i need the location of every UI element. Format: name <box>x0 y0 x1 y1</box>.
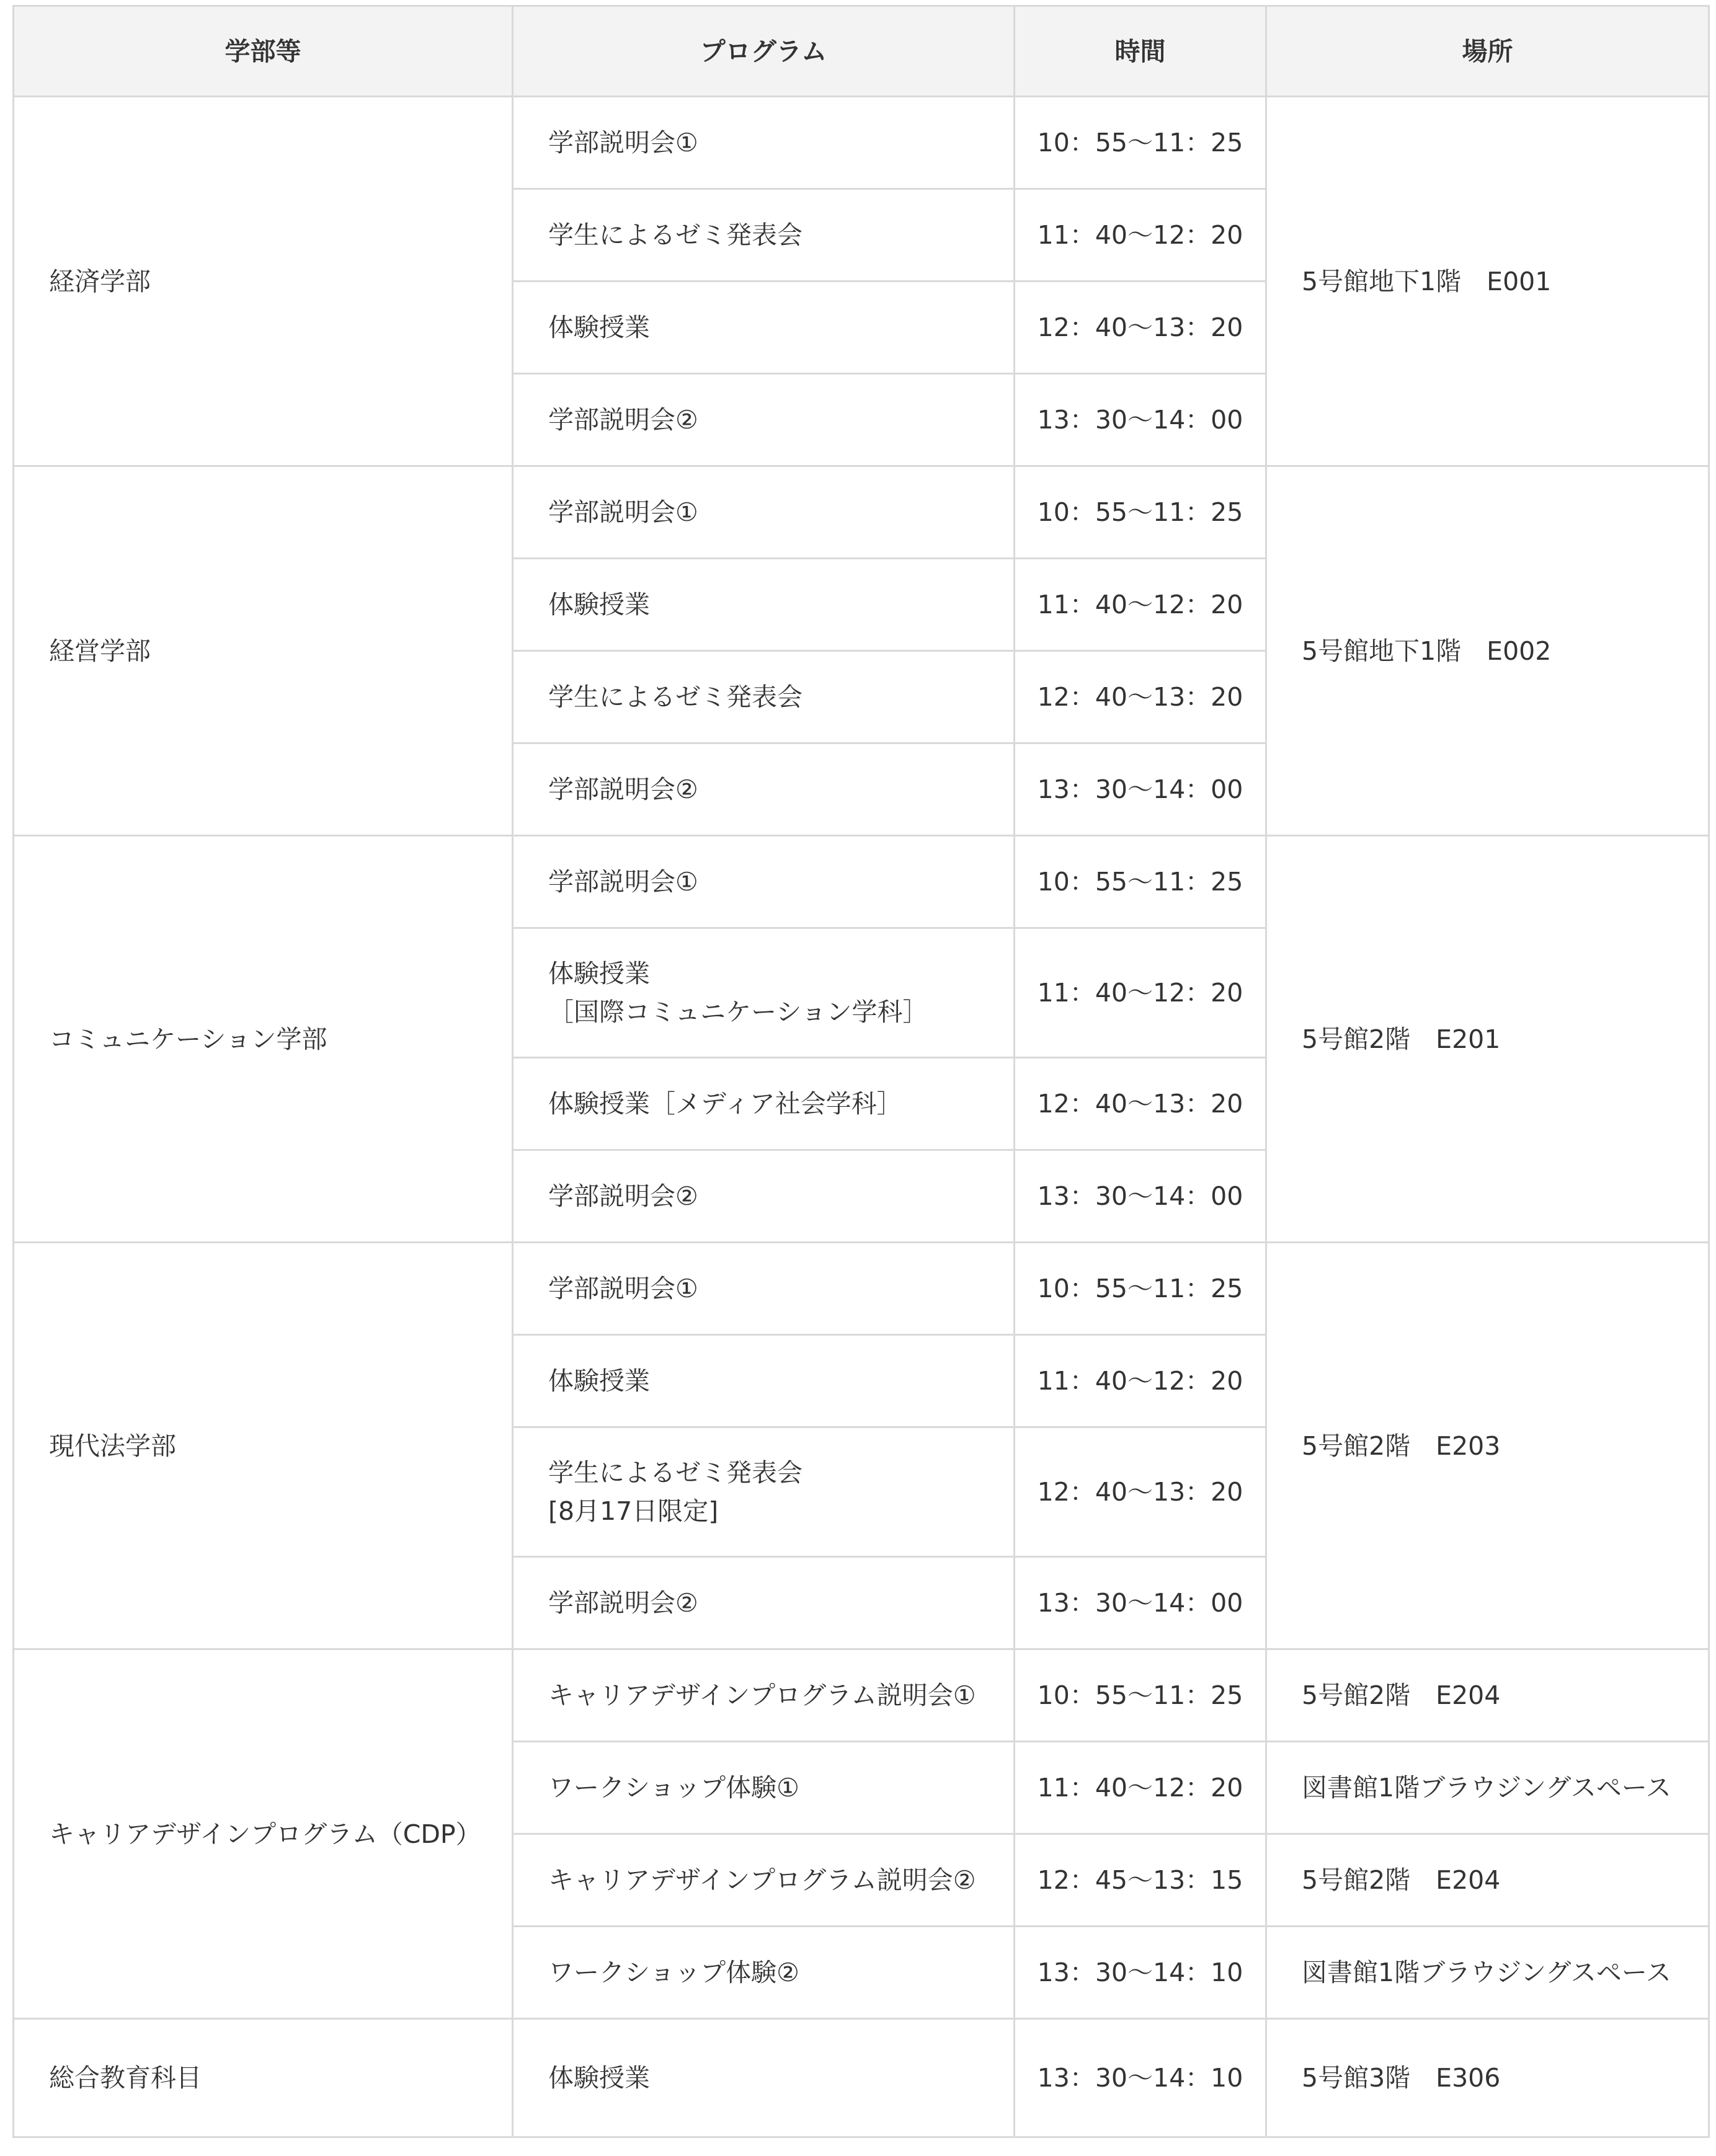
program-text: 学部説明会② <box>548 1588 698 1618</box>
program-cell <box>513 1742 1015 1834</box>
time-cell: 10：55〜11：25 <box>1015 836 1266 928</box>
time-cell: 13：30〜14：00 <box>1015 1557 1266 1649</box>
time-cell: 11：40〜12：20 <box>1015 1742 1266 1834</box>
header-time: 時間 <box>1015 6 1266 97</box>
table-header-row <box>14 6 1709 97</box>
program-text: 学部説明会① <box>548 128 698 157</box>
program-text: ワークショップ体験② <box>548 1958 799 1987</box>
program-text: 体験授業 <box>548 1366 650 1396</box>
time-cell: 11：40〜12：20 <box>1015 559 1266 651</box>
table-row <box>14 1649 1709 1742</box>
time-cell: 12：45〜13：15 <box>1015 1834 1266 1927</box>
program-text: 体験授業 <box>548 959 650 988</box>
program-text: 学部説明会① <box>548 497 698 527</box>
faculty-cell: コミュニケーション学部 <box>14 836 513 1243</box>
place-cell: 5号館地下1階 E001 <box>1266 97 1709 466</box>
program-cell <box>513 374 1015 466</box>
time-cell: 12：40〜13：20 <box>1015 1058 1266 1150</box>
time-cell: 10：55〜11：25 <box>1015 466 1266 559</box>
place-cell: 図書館1階ブラウジングスペース <box>1266 1742 1709 1834</box>
program-cell <box>513 1243 1015 1335</box>
time-cell: 13：30〜14：00 <box>1015 1150 1266 1243</box>
header-faculty: 学部等 <box>14 6 513 97</box>
program-subtext: ［国際コミュニケーション学科］ <box>548 997 928 1027</box>
program-cell <box>513 651 1015 743</box>
program-cell <box>513 1557 1015 1649</box>
time-cell: 11：40〜12：20 <box>1015 189 1266 282</box>
header-program: プログラム <box>513 6 1015 97</box>
time-cell: 10：55〜11：25 <box>1015 1649 1266 1742</box>
program-text: 体験授業［メディア社会学科］ <box>548 1089 902 1119</box>
faculty-cell: 現代法学部 <box>14 1243 513 1649</box>
time-cell: 13：30〜14：00 <box>1015 374 1266 466</box>
place-cell: 5号館2階 E201 <box>1266 836 1709 1243</box>
time-cell: 12：40〜13：20 <box>1015 1427 1266 1557</box>
place-cell: 5号館2階 E204 <box>1266 1834 1709 1927</box>
table-row <box>14 836 1709 928</box>
time-cell: 13：30〜14：10 <box>1015 1927 1266 2019</box>
place-cell: 5号館2階 E203 <box>1266 1243 1709 1649</box>
program-cell <box>513 2019 1015 2137</box>
time-cell: 11：40〜12：20 <box>1015 928 1266 1058</box>
time-cell: 10：55〜11：25 <box>1015 1243 1266 1335</box>
program-text: 学部説明会① <box>548 1274 698 1303</box>
table-row <box>14 2019 1709 2137</box>
program-cell <box>513 1649 1015 1742</box>
faculty-cell: 経済学部 <box>14 97 513 466</box>
program-text: 学部説明会① <box>548 867 698 897</box>
program-text: 体験授業 <box>548 590 650 619</box>
place-cell: 5号館地下1階 E002 <box>1266 466 1709 836</box>
time-cell: 10：55〜11：25 <box>1015 97 1266 189</box>
program-cell <box>513 1058 1015 1150</box>
program-text: キャリアデザインプログラム説明会② <box>548 1865 976 1895</box>
program-cell <box>513 1335 1015 1427</box>
program-cell <box>513 97 1015 189</box>
table-row <box>14 1243 1709 1335</box>
program-text: 体験授業 <box>548 2063 650 2093</box>
program-cell <box>513 559 1015 651</box>
program-cell <box>513 189 1015 282</box>
header-place: 場所 <box>1266 6 1709 97</box>
schedule-table <box>12 5 1710 2138</box>
program-text: 体験授業 <box>548 313 650 342</box>
program-cell <box>513 743 1015 836</box>
time-cell: 13：30〜14：00 <box>1015 743 1266 836</box>
place-cell: 5号館3階 E306 <box>1266 2019 1709 2137</box>
program-text: 学生によるゼミ発表会 <box>548 220 802 250</box>
program-text: ワークショップ体験① <box>548 1773 799 1803</box>
program-text: 学部説明会② <box>548 405 698 435</box>
schedule-container <box>12 5 1708 2138</box>
program-text: 学部説明会② <box>548 774 698 804</box>
program-cell <box>513 282 1015 374</box>
time-cell: 11：40〜12：20 <box>1015 1335 1266 1427</box>
faculty-cell: 総合教育科目 <box>14 2019 513 2137</box>
table-row <box>14 97 1709 189</box>
place-cell: 図書館1階ブラウジングスペース <box>1266 1927 1709 2019</box>
time-cell: 12：40〜13：20 <box>1015 651 1266 743</box>
program-text: 学生によるゼミ発表会 <box>548 1458 802 1488</box>
table-row <box>14 466 1709 559</box>
program-cell <box>513 928 1015 1058</box>
program-cell <box>513 466 1015 559</box>
program-cell <box>513 1150 1015 1243</box>
place-cell: 5号館2階 E204 <box>1266 1649 1709 1742</box>
faculty-cell: 経営学部 <box>14 466 513 836</box>
time-cell: 12：40〜13：20 <box>1015 282 1266 374</box>
time-cell: 13：30〜14：10 <box>1015 2019 1266 2137</box>
program-cell <box>513 1427 1015 1557</box>
faculty-cell: キャリアデザインプログラム（CDP） <box>14 1649 513 2019</box>
program-cell <box>513 1834 1015 1927</box>
program-cell <box>513 1927 1015 2019</box>
program-text: 学部説明会② <box>548 1181 698 1211</box>
program-text: 学生によるゼミ発表会 <box>548 682 802 712</box>
program-cell <box>513 836 1015 928</box>
program-subtext: [8月17日限定] <box>548 1496 719 1526</box>
program-text: キャリアデザインプログラム説明会① <box>548 1680 976 1710</box>
